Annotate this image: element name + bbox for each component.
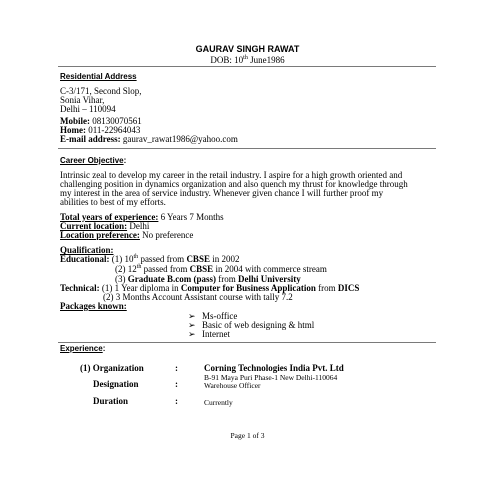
candidate-name: GAURAV SINGH RAWAT: [195, 44, 300, 54]
objective-line-1: Intrinsic zeal to develop my career in the retail industry. I aspire for a high growth oriented and: [60, 170, 403, 180]
email-line: E-mail address: gaurav_rawat1986@yahoo.com: [60, 134, 238, 144]
education-line-2: (2) 12th passed from CBSE in 2004 with commerce stream: [115, 264, 327, 274]
duration-value: Currently: [204, 398, 233, 407]
objective-line-4: abilities to best of my efforts.: [60, 197, 166, 207]
page-number: Page 1 of 3: [230, 431, 265, 440]
address-line-2: Sonia Vihar,: [60, 95, 105, 105]
package-item: ➢ Internet: [188, 329, 230, 339]
organization-label: (1) Organization: [80, 363, 144, 373]
packages-known-heading: Packages known:: [60, 301, 127, 311]
package-item: ➢ Basic of web designing & html: [188, 320, 315, 330]
experience-heading: Experience:: [60, 344, 106, 353]
current-location-line: Current location: Delhi: [60, 221, 150, 231]
designation-colon: :: [175, 379, 178, 389]
education-line-1: Educational: (1) 10th passed from CBSE in 2002: [60, 254, 240, 264]
duration-colon: :: [175, 396, 178, 406]
arrow-bullet-icon: ➢: [188, 320, 196, 330]
address-line-1: C-3/171, Second Slop,: [60, 86, 142, 96]
address-line-3: Delhi – 110094: [60, 104, 116, 114]
home-phone-line: Home: 011-22964043: [60, 125, 141, 135]
education-line-3: (3) Graduate B.com (pass) from Delhi University: [115, 274, 301, 284]
designation-value: Warehouse Officer: [204, 381, 261, 390]
mobile-line: Mobile: 08130070561: [60, 116, 142, 126]
organization-colon: :: [175, 363, 178, 373]
objective-line-2: challenging position in dynamics organization and also quench my thrust for knowledge through: [60, 179, 408, 189]
header-divider: [58, 66, 436, 67]
objective-line-3: my interest in the area of service industry. Whenever given chance I will further proof my: [60, 188, 384, 198]
designation-label: Designation: [93, 379, 139, 389]
career-objective-heading: Career Objective:: [60, 156, 127, 165]
arrow-bullet-icon: ➢: [188, 311, 196, 321]
date-of-birth: DOB: 10th June1986: [210, 55, 285, 65]
address-divider: [58, 148, 436, 149]
duration-label: Duration: [93, 396, 129, 406]
technical-line-2: (2) 3 Months Account Assistant course with tally 7.2: [103, 292, 293, 302]
qualification-heading: Qualification:: [60, 245, 114, 255]
package-item: ➢ Ms-office: [188, 311, 238, 321]
organization-value: Corning Technologies India Pvt. Ltd: [204, 363, 344, 373]
technical-line-1: Technical: (1) 1 Year diploma in Computer for Business Application from DICS: [60, 283, 360, 293]
residential-address-heading: Residential Address: [60, 72, 137, 81]
organization-address: B-91 Maya Puri Phase-1 New Delhi-110064: [204, 373, 338, 382]
location-preference-line: Location preference: No preference: [60, 230, 194, 240]
experience-divider: [58, 342, 436, 343]
arrow-bullet-icon: ➢: [188, 329, 196, 339]
experience-total-line: Total years of experience: 6 Years 7 Months: [60, 212, 224, 222]
